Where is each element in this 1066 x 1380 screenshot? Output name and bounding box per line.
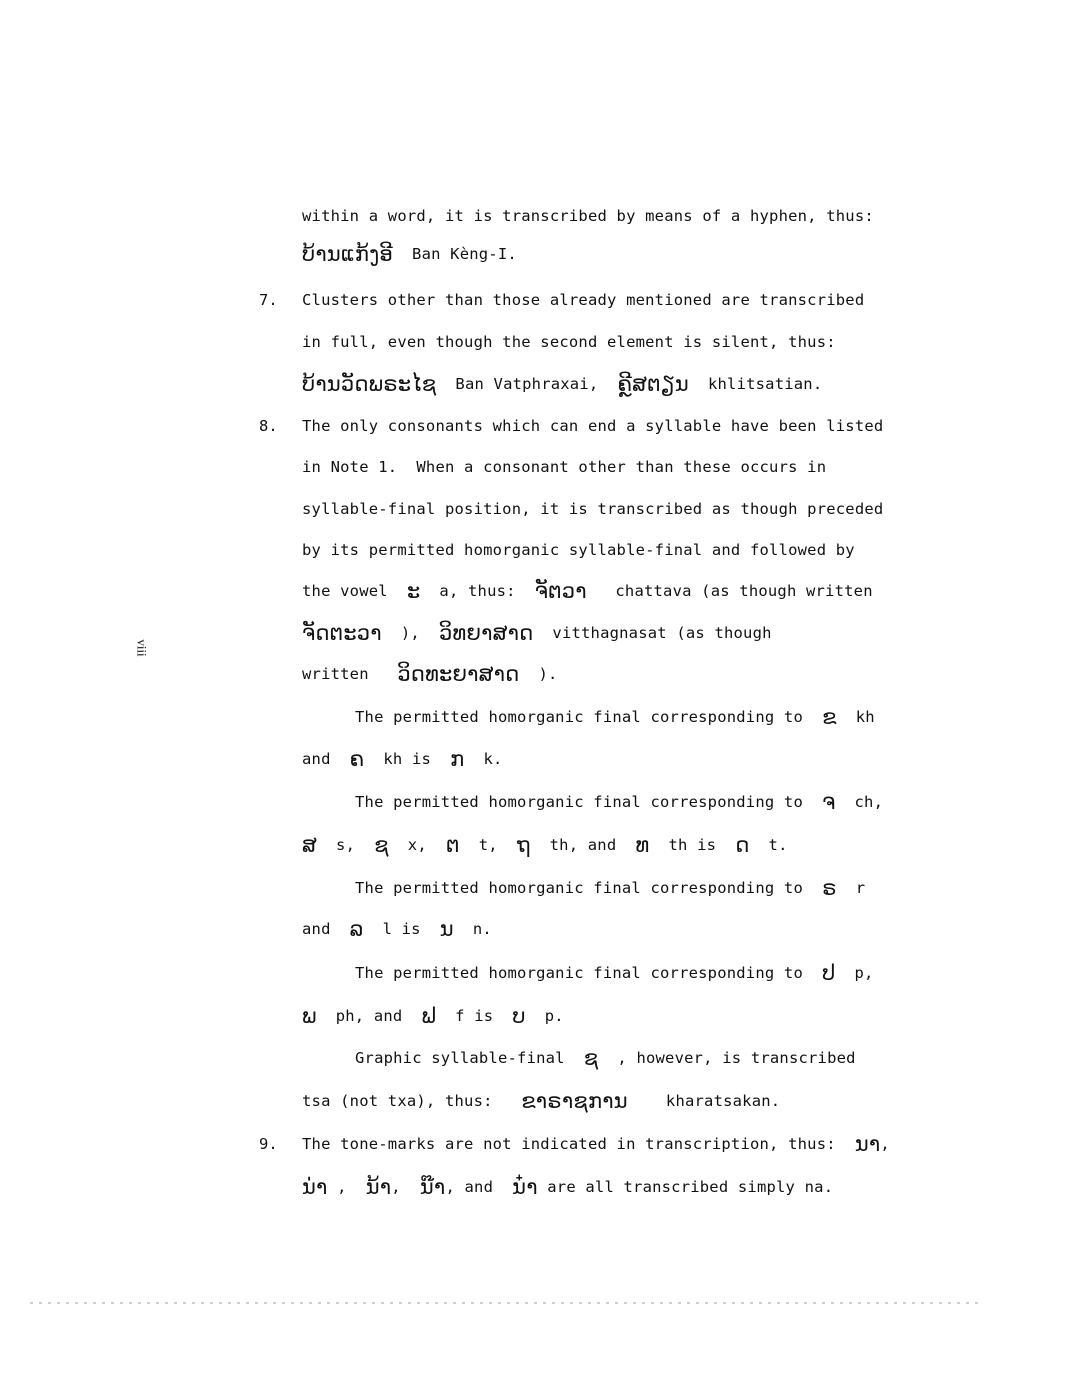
lao-script-text: ສ — [302, 833, 317, 857]
text-line — [302, 456, 826, 478]
latin-text: kh is — [364, 750, 451, 768]
text-line — [302, 498, 883, 520]
text-line — [302, 289, 864, 311]
latin-text: , — [880, 1135, 890, 1153]
latin-text: The only consonants which can end a syllable have been listed — [302, 417, 884, 435]
lao-script-text: ນ່າ — [302, 1175, 328, 1199]
latin-text: ), — [381, 624, 439, 642]
lao-script-text: ລ — [349, 917, 364, 941]
latin-text: Ban Vatphraxai, — [436, 375, 618, 393]
lao-script-text: ນ໊າ — [419, 1175, 446, 1199]
text-line — [302, 918, 492, 940]
text-line — [302, 1005, 564, 1027]
latin-text: and — [302, 750, 350, 768]
text-line — [302, 834, 788, 856]
lao-script-text: ຄຼີສຕຽນ — [617, 372, 689, 396]
lao-script-text: ບ້ານວັດພຣະໄຊ — [302, 372, 437, 396]
latin-text: ph, and — [316, 1007, 422, 1025]
latin-text: The tone-marks are not indicated in transcription, thus: — [302, 1135, 855, 1153]
latin-text: and — [302, 920, 350, 938]
latin-text: chattava (as though written — [586, 582, 873, 600]
lao-script-text: ນ້າ — [365, 1175, 392, 1199]
text-line — [302, 1090, 780, 1112]
text-line — [302, 748, 503, 770]
latin-text: in full, even though the second element is silent, thus: — [302, 333, 836, 351]
text-line — [355, 1047, 856, 1069]
lao-script-text: ຂາຣາຊການ — [521, 1089, 628, 1113]
latin-text: th is — [649, 836, 736, 854]
text-line — [355, 706, 875, 728]
lao-script-text: ນ໋າ — [512, 1175, 538, 1199]
list-number: 9. — [259, 1135, 278, 1153]
lao-script-text: ບ — [512, 1004, 526, 1028]
latin-text: n. — [453, 920, 492, 938]
latin-text: f is — [436, 1007, 513, 1025]
lao-script-text: ຖ — [516, 833, 531, 857]
latin-text: The permitted homorganic final corresponding to — [355, 964, 823, 982]
latin-text: written — [302, 665, 398, 683]
latin-text: Ban Kèng-I. — [392, 245, 517, 263]
lao-script-text: ບ້ານແກ້ງອີ — [302, 242, 393, 266]
lao-script-text: ນາ — [854, 1132, 881, 1156]
latin-text: , and — [445, 1178, 513, 1196]
latin-text: s, — [316, 836, 375, 854]
lao-script-text: ນ — [439, 917, 454, 941]
lao-script-text: ຄ — [349, 747, 365, 771]
latin-text: ch, — [835, 793, 884, 811]
latin-text: syllable-final position, it is transcribed as though preceded — [302, 500, 884, 518]
latin-text: a, thus: — [420, 582, 535, 600]
text-line — [355, 791, 883, 813]
list-number: 7. — [259, 291, 278, 309]
latin-text: Clusters other than those already mentioned are transcribed — [302, 291, 865, 309]
latin-text: p. — [525, 1007, 564, 1025]
text-line — [302, 1133, 890, 1155]
lao-script-text: ຂ — [822, 705, 837, 729]
latin-text: p, — [835, 964, 874, 982]
latin-text: x, — [388, 836, 446, 854]
scan-artifact-line — [30, 1302, 980, 1304]
lao-script-text: ຟ — [421, 1004, 437, 1028]
latin-text: Graphic syllable-final — [355, 1049, 584, 1067]
lao-script-text: ວິທຍາສາດ — [439, 621, 534, 645]
text-line — [355, 877, 865, 899]
lao-script-text: ວິດທະຍາສາດ — [397, 662, 520, 686]
lao-script-text: ຈ — [822, 790, 836, 814]
lao-script-text: ທ — [635, 833, 650, 857]
latin-text: kh — [836, 708, 875, 726]
text-line — [302, 580, 873, 602]
latin-text: within a word, it is transcribed by means of a hyphen, thus: — [302, 207, 874, 225]
latin-text: kharatsakan. — [627, 1092, 781, 1110]
latin-text: are all transcribed simply na. — [537, 1178, 834, 1196]
latin-text: ). — [519, 665, 558, 683]
text-line — [302, 331, 836, 353]
lao-script-text: ຣ — [822, 876, 837, 900]
latin-text: k. — [464, 750, 503, 768]
latin-text: in Note 1. When a consonant other than these occurs in — [302, 458, 827, 476]
text-line — [302, 205, 874, 227]
latin-text: tsa (not txa), thus: — [302, 1092, 522, 1110]
lao-script-text: ຈັດຕະວາ — [302, 621, 382, 645]
text-line — [355, 962, 874, 984]
lao-script-text: ຊ — [374, 833, 389, 857]
text-line — [302, 663, 558, 685]
list-number: 8. — [259, 417, 278, 435]
text-line — [302, 243, 517, 265]
text-line — [302, 373, 822, 395]
latin-text: The permitted homorganic final corresponding to — [355, 708, 823, 726]
lao-script-text: ຈັຕວາ — [534, 579, 587, 603]
lao-script-text: ະ — [406, 579, 421, 603]
latin-text: The permitted homorganic final corresponding to — [355, 793, 823, 811]
lao-script-text: ປ — [822, 961, 836, 985]
text-line — [302, 1176, 833, 1198]
text-line — [302, 539, 855, 561]
latin-text: t, — [459, 836, 517, 854]
latin-text: l is — [363, 920, 440, 938]
lao-script-text: ຊ — [583, 1046, 599, 1070]
lao-script-text: ດ — [735, 833, 750, 857]
latin-text: t. — [749, 836, 788, 854]
text-line — [302, 622, 772, 644]
latin-text: r — [836, 879, 866, 897]
latin-text: The permitted homorganic final corresponding to — [355, 879, 823, 897]
page-number: viii — [134, 639, 150, 657]
latin-text: vitthagnasat (as though — [533, 624, 772, 642]
latin-text: by its permitted homorganic syllable-final and followed by — [302, 541, 855, 559]
lao-script-text: ຕ — [445, 833, 460, 857]
text-line — [302, 415, 883, 437]
latin-text: , — [391, 1178, 420, 1196]
lao-script-text: ພ — [302, 1004, 317, 1028]
latin-text: the vowel — [302, 582, 407, 600]
latin-text: th, and — [530, 836, 636, 854]
latin-text: , however, is transcribed — [598, 1049, 856, 1067]
latin-text: , — [327, 1178, 366, 1196]
latin-text: khlitsatian. — [688, 375, 823, 393]
lao-script-text: ກ — [450, 747, 465, 771]
